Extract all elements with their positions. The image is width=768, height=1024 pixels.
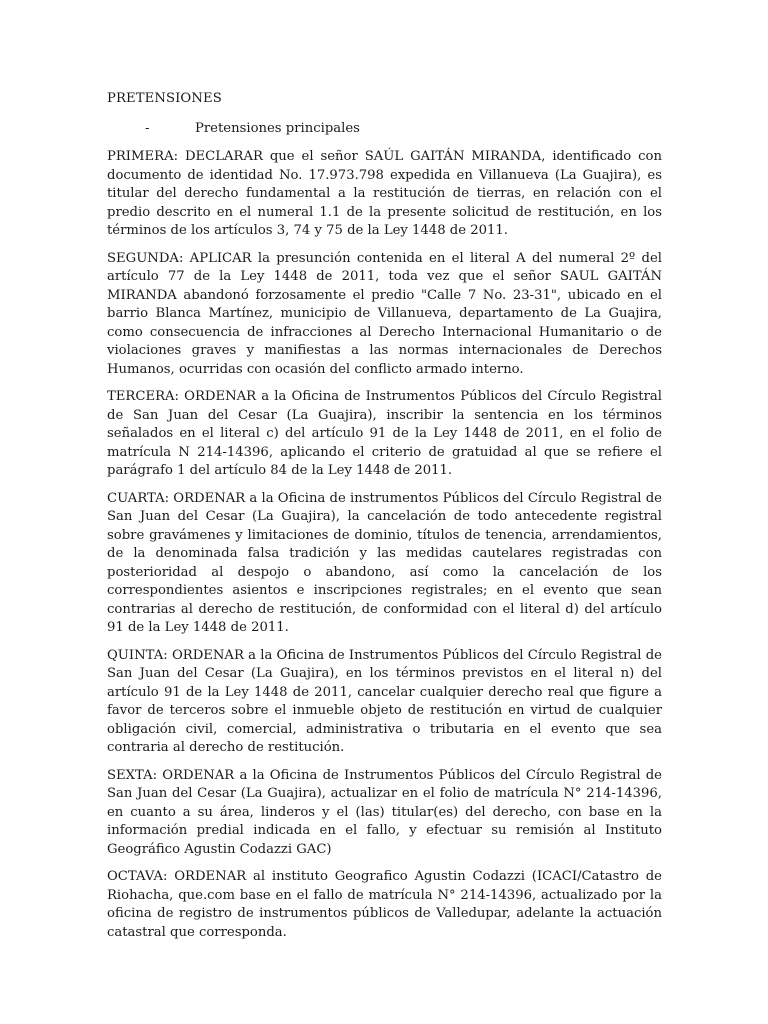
bullet-item bbox=[107, 120, 662, 138]
paragraph-segunda: SEGUNDA: APLICAR la presunción contenida en el literal A del numeral 2º del artículo 77 de la Ley 1448 de 2011, toda vez que el señor SAUL GAITÁN MIRANDA abandonó forzosamente el predio "Calle 7 No. 23-31", ubicado en el barrio Blanca Martínez, municipio de Villanueva, departamento de La Guajira, como consecuencia de infracciones al Derecho Internacional Humanitario o de violaciones graves y manifiestas a las normas internacionales de Derechos Humanos, ocurridas con ocasión del conflicto armado interno. bbox=[107, 250, 662, 377]
bullet-dash: - bbox=[145, 121, 150, 136]
section-heading: PRETENSIONES bbox=[107, 91, 222, 106]
paragraph-primera: PRIMERA: DECLARAR que el señor SAÚL GAITÁN MIRANDA, identificado con documento de identidad No. 17.973.798 expedida en Villanueva (La Guajira), es titular del derecho fundamental a la restitución de tierras, en relación con el predio descrito en el numeral 1.1 de la presente solicitud de restitución, en los términos de los artículos 3, 74 y 75 de la Ley 1448 de 2011. bbox=[107, 149, 662, 238]
paragraph-octava: OCTAVA: ORDENAR al instituto Geografico Agustin Codazzi (ICACI/Catastro de Riohacha, que.com base en el fallo de matrícula N° 214-14396, actualizado por la oficina de registro de instrumentos públicos de Valledupar, adelante la actuación catastral que corresponda. bbox=[107, 869, 662, 940]
paragraph-tercera: TERCERA: ORDENAR a la Oficina de Instrumentos Públicos del Círculo Registral de San Juan del Cesar (La Guajira), inscribir la sentencia en los términos señalados en el literal c) del artículo 91 de la Ley 1448 de 2011, en el folio de matrícula N 214-14396, aplicando el criterio de gratuidad al que se refiere el parágrafo 1 del artículo 84 de la Ley 1448 de 2011. bbox=[107, 389, 662, 478]
paragraph-quinta: QUINTA: ORDENAR a la Oficina de Instrumentos Públicos del Círculo Registral de San Juan del Cesar (La Guajira), en los términos previstos en el literal n) del artículo 91 de la Ley 1448 de 2011, cancelar cualquier derecho real que figure a favor de terceros sobre el inmueble objeto de restitución en virtud de cualquier obligación civil, comercial, administrativa o tributaria en el evento que sea contraria al derecho de restitución. bbox=[107, 647, 662, 755]
paragraph-cuarta: CUARTA: ORDENAR a la Oficina de instrumentos Públicos del Círculo Registral de San Juan del Cesar (La Guajira), la cancelación de todo antecedente registral sobre gravámenes y limitaciones de dominio, títulos de tenencia, arrendamientos, de la denominada falsa tradición y las medidas cautelares registradas con posterioridad al despojo o abandono, así como la cancelación de los correspondientes asientos e inscripciones registrales; en el evento que sean contrarias al derecho de restitución, de conformidad con el literal d) del artículo 91 de la Ley 1448 de 2011. bbox=[107, 490, 662, 635]
paragraph-sexta: SEXTA: ORDENAR a la Oficina de Instrumentos Públicos del Círculo Registral de San Juan del Cesar (La Guajira), actualizar en el folio de matrícula N° 214-14396, en cuanto a su área, linderos y el (las) titular(es) del derecho, con base en la información predial indicada en el fallo, y efectuar su remisión al Instituto Geográfico Agustin Codazzi GAC) bbox=[107, 767, 662, 857]
bullet-text: Pretensiones principales bbox=[195, 121, 360, 136]
